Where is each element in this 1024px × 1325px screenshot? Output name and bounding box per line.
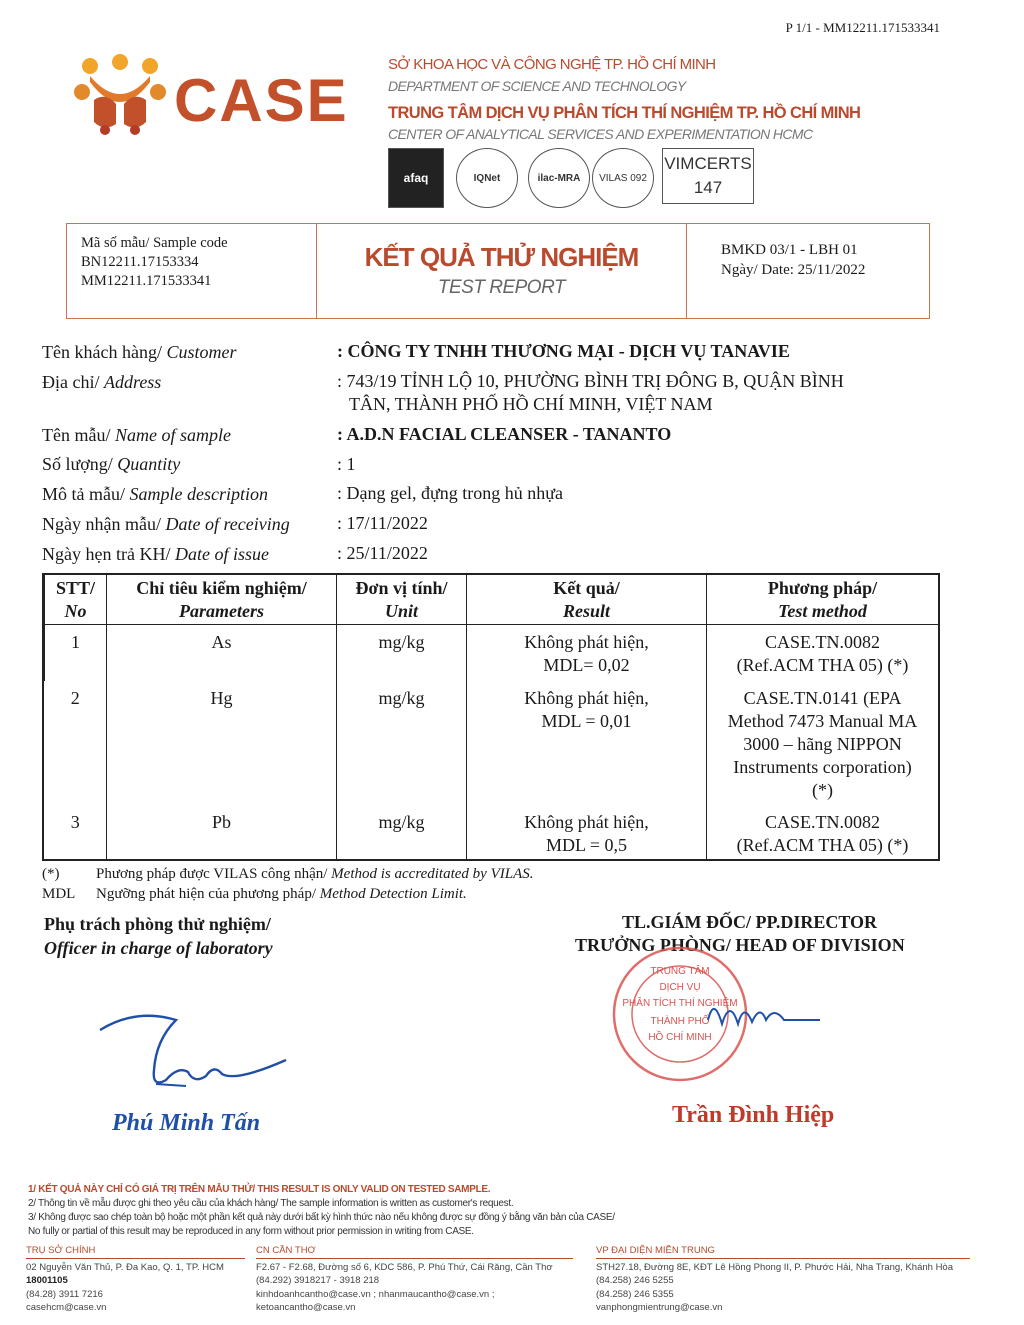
office-phone: (84.292) 3918217 - 3918 218 <box>256 1275 380 1286</box>
col-header-result: Kết quả/ Result <box>467 575 707 624</box>
center-vi: TRUNG TÂM DỊCH VỤ PHÂN TÍCH THÍ NGHIỆM TP. HỒ CHÍ MINH <box>388 104 861 122</box>
office-hotline: 18001105 <box>26 1275 68 1286</box>
col-header-unit: Đơn vị tính/ Unit <box>337 575 467 624</box>
ilac-label: ilac-MRA <box>537 172 581 184</box>
office-head-office: TRỤ SỞ CHÍNH 02 Nguyễn Văn Thủ, P. Đa Kao, Q. 1, TP. HCM 18001105 (84.28) 3911 7216 casehcm@case.vn <box>26 1244 254 1315</box>
note-sample-info: 2/ Thông tin về mẫu được ghi theo yêu cầu của khách hàng/ The sample information is written as customer's request. <box>28 1198 514 1209</box>
officer-signature-icon <box>96 1000 296 1100</box>
note-validity: 1/ KẾT QUẢ NÀY CHỈ CÓ GIÁ TRỊ TRÊN MẪU THỬ/ THIS RESULT IS ONLY VALID ON TESTED SAMPLE. <box>28 1184 491 1195</box>
center-en: CENTER OF ANALYTICAL SERVICES AND EXPERIMENTATION HCMC <box>388 126 813 142</box>
customer-label: Tên khách hàng/ Customer <box>42 342 237 362</box>
form-info-block <box>687 224 929 318</box>
vilas-label: VILAS 092 <box>599 172 647 184</box>
case-logo <box>72 52 362 136</box>
sample-code-block <box>67 224 317 318</box>
stamp-line-3: PHÂN TÍCH THÍ NGHIỆM <box>622 998 738 1009</box>
officer-title-vi: Phụ trách phòng thử nghiệm/ <box>44 914 271 934</box>
sample-code-2: MM12211.171533341 <box>81 273 212 289</box>
report-title-vi: KẾT QUẢ THỬ NGHIỆM <box>364 242 639 272</box>
office-email-2: ketoancantho@case.vn <box>256 1302 356 1313</box>
office-email: kinhdoanhcantho@case.vn ; nhanmaucantho@case.vn ; <box>256 1288 495 1300</box>
quantity-label: Số lượng/ Quantity <box>42 454 181 474</box>
sample-name-value: : A.D.N FACIAL CLEANSER - TANANTO <box>337 424 672 444</box>
office-email: casehcm@case.vn <box>26 1302 107 1313</box>
date-receiving-value: : 17/11/2022 <box>337 513 428 533</box>
sample-code-label: Mã số mẫu/ Sample code <box>81 235 228 251</box>
footnote-mdl: Ngưỡng phát hiện của phương pháp/ Method Detection Limit. <box>96 886 467 902</box>
vimcerts-label: VIMCERTS <box>664 154 752 173</box>
customer-value: : CÔNG TY TNHH THƯƠNG MẠI - DỊCH VỤ TANAVIE <box>337 341 790 361</box>
sample-description-value: : Dạng gel, đựng trong hủ nhựa <box>337 483 563 503</box>
footnote-symbol-mdl: MDL <box>42 886 76 902</box>
report-title-box <box>66 223 930 319</box>
date-receiving-label: Ngày nhận mẫu/ Date of receiving <box>42 514 290 534</box>
note-copy-en: No fully or partial of this result may be reproduced in any form without prior permission in writing from CASE. <box>28 1226 474 1237</box>
department-en: DEPARTMENT OF SCIENCE AND TECHNOLOGY <box>388 78 686 94</box>
table-header-row <box>45 575 939 624</box>
col-header-test-method: Phương pháp/ Test method <box>707 575 939 624</box>
ilac-mra-badge <box>528 148 590 208</box>
case-logo-icon <box>72 52 168 136</box>
footnote-symbol-asterisk: (*) <box>42 866 60 882</box>
office-central-region: VP ĐẠI DIỆN MIỀN TRUNG STH27.18, Đường 8E, KĐT Lê Hồng Phong II, P. Phước Hải, Nha Trang, Khánh Hòa (84.258) 246 5255 (84.258) 246 5355 vanphongmientrung@case.vn <box>596 1244 986 1315</box>
office-email: vanphongmientrung@case.vn <box>596 1302 723 1313</box>
col-header-parameters: Chỉ tiêu kiểm nghiệm/ Parameters <box>107 575 337 624</box>
table-row: 2 Hg mg/kg Không phát hiện, MDL = 0,01 CASE.TN.0141 (EPA Method 7473 Manual MA 3000 – hãng NIPPON Instruments corporation) (*) <box>45 681 939 805</box>
page-number: P 1/1 - MM12211.171533341 <box>785 20 940 35</box>
director-name: Trần Đình Hiệp <box>672 1102 835 1128</box>
col-header-no: STT/ No <box>45 575 107 624</box>
stamp-line-2: DỊCH VỤ <box>659 982 701 993</box>
note-copy-vi: 3/ Không được sao chép toàn bộ hoặc một phần kết quả này dưới bất kỳ hình thức nào nếu không được sự đồng ý bằng văn bản của CASE/ <box>28 1212 615 1223</box>
quantity-value: : 1 <box>337 454 356 474</box>
office-address: 02 Nguyễn Văn Thủ, P. Đa Kao, Q. 1, TP. HCM <box>26 1261 224 1273</box>
iqnet-label: IQNet <box>473 172 501 184</box>
vimcerts-badge <box>662 148 754 204</box>
head-of-division-title: TRƯỞNG PHÒNG/ HEAD OF DIVISION <box>575 935 905 955</box>
office-phone: (84.258) 246 5255 <box>596 1275 674 1286</box>
form-code: BMKD 03/1 - LBH 01 <box>721 242 858 258</box>
vimcerts-number: 147 <box>693 178 723 197</box>
officer-name: Phú Minh Tấn <box>112 1110 261 1136</box>
stamp-line-5: HỒ CHÍ MINH <box>648 1032 712 1043</box>
date-issue-value: : 25/11/2022 <box>337 543 428 563</box>
footnote-accreditation: Phương pháp được VILAS công nhận/ Method is accreditated by VILAS. <box>96 866 534 882</box>
table-row: 1 As mg/kg Không phát hiện, MDL= 0,02 CASE.TN.0082 (Ref.ACM THA 05) (*) <box>45 624 939 681</box>
date-issue-label: Ngày hẹn trả KH/ Date of issue <box>42 544 269 564</box>
address-value: : 743/19 TỈNH LỘ 10, PHƯỜNG BÌNH TRỊ ĐÔNG B, QUẬN BÌNH TÂN, THÀNH PHỐ HỒ CHÍ MINH, VIỆT NAM <box>337 371 844 414</box>
stamp-line-1: TRUNG TÂM <box>650 966 710 977</box>
case-logo-text: CASE <box>174 67 349 134</box>
sample-description-label: Mô tả mẫu/ Sample description <box>42 484 268 504</box>
afaq-label: afaq <box>403 171 429 185</box>
iqnet-certification-badge <box>456 148 518 208</box>
sample-name-label: Tên mẫu/ Name of sample <box>42 425 231 445</box>
office-address: STH27.18, Đường 8E, KĐT Lê Hồng Phong II, P. Phước Hải, Nha Trang, Khánh Hòa <box>596 1261 953 1273</box>
director-title: TL.GIÁM ĐỐC/ PP.DIRECTOR <box>622 912 878 932</box>
officer-title-en: Officer in charge of laboratory <box>44 938 273 958</box>
office-fax: (84.258) 246 5355 <box>596 1288 674 1300</box>
stamp-line-4: THÀNH PHỐ <box>650 1016 710 1027</box>
report-title-block <box>317 224 687 318</box>
results-table <box>42 573 940 861</box>
vilas-badge <box>592 148 654 208</box>
address-label: Địa chỉ/ Address <box>42 372 162 392</box>
afaq-certification-badge <box>388 148 444 208</box>
sample-code-1: BN12211.17153334 <box>81 254 199 270</box>
office-can-tho: CN CẦN THƠ F2.67 - F2.68, Đường số 6, KDC 586, P. Phú Thứ, Cái Răng, Cần Thơ (84.292) 3918217 - 3918 218 kinhdoanhcantho@case.vn ; nhanmaucantho@case.vn ; ketoancantho@case.vn <box>256 1244 586 1315</box>
table-row: 3 Pb mg/kg Không phát hiện, MDL = 0,5 CASE.TN.0082 (Ref.ACM THA 05) (*) <box>45 805 939 859</box>
report-date: Ngày/ Date: 25/11/2022 <box>721 262 866 278</box>
director-signature-icon <box>700 990 830 1040</box>
report-title-en: TEST REPORT <box>437 277 566 298</box>
department-vi: SỞ KHOA HỌC VÀ CÔNG NGHỆ TP. HỒ CHÍ MINH <box>388 56 716 73</box>
office-phone: (84.28) 3911 7216 <box>26 1288 103 1300</box>
office-address: F2.67 - F2.68, Đường số 6, KDC 586, P. Phú Thứ, Cái Răng, Cần Thơ <box>256 1261 553 1273</box>
